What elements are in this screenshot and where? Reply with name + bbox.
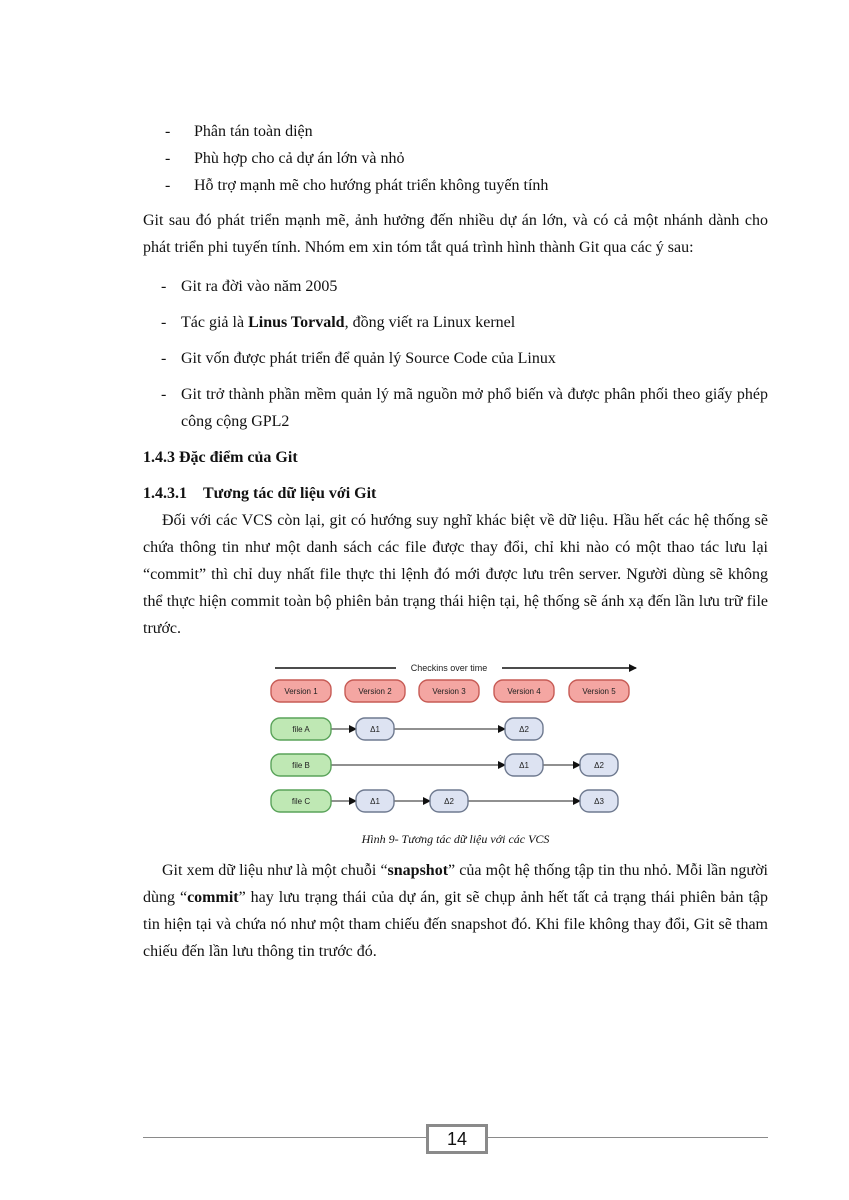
paragraph-text: ” hay lưu trạng thái của dự án, git sẽ chụp ảnh hết tất cả trạng thái phiên bản tập tin hiện tại và chứa nó như một tham chiếu đến snapshot đó. Khi file không thay đổi, Git sẽ tham chiếu đến lần lưu thông tin trước đó. bbox=[143, 889, 769, 960]
paragraph-text: Git xem dữ liệu như là một chuỗi “ bbox=[162, 862, 388, 879]
feature-list bbox=[143, 118, 768, 199]
section-title: Đặc điểm của Git bbox=[179, 449, 298, 466]
version-box-label: Version 2 bbox=[357, 687, 392, 696]
list-item bbox=[143, 309, 768, 336]
list-item: - Hỗ trợ mạnh mẽ cho hướng phát triển không tuyến tính bbox=[143, 172, 768, 199]
term-commit: commit bbox=[187, 889, 239, 906]
subsection-heading bbox=[143, 480, 768, 507]
timeline-label: Checkins over time bbox=[410, 663, 487, 673]
figure-caption: Hình 9- Tương tác dữ liệu với các VCS bbox=[361, 832, 550, 846]
subsection-title: Tương tác dữ liệu với Git bbox=[203, 485, 377, 502]
paragraph-text: ” của một hệ thống tập tin thu nhỏ. Mỗi lần người dùng “ bbox=[143, 862, 768, 906]
list-item: - Git vốn được phát triển để quản lý Source Code của Linux bbox=[143, 345, 768, 372]
page-number: 14 bbox=[426, 1124, 488, 1154]
section-number: 1.4.3 bbox=[143, 449, 175, 466]
delta-box-label: Δ2 bbox=[593, 761, 604, 770]
intro-paragraph: Git sau đó phát triển mạnh mẽ, ảnh hưởng đến nhiều dự án lớn, và có cả một nhánh dành cho phát triển phi tuyến tính. Nhóm em xin tóm tắt quá trình hình thành Git qua các ý sau: bbox=[143, 212, 768, 256]
author-name: Linus Torvald bbox=[248, 314, 345, 331]
delta-box-label: Δ1 bbox=[369, 797, 380, 806]
page-content bbox=[143, 118, 768, 965]
version-box-label: Version 1 bbox=[283, 687, 318, 696]
list-item: - Phù hợp cho cả dự án lớn và nhỏ bbox=[143, 145, 768, 172]
version-box-label: Version 3 bbox=[431, 687, 466, 696]
delta-box-label: Δ3 bbox=[593, 797, 604, 806]
delta-box-label: Δ2 bbox=[518, 725, 529, 734]
figure bbox=[143, 656, 768, 847]
file-box-label: file A bbox=[291, 725, 310, 734]
term-snapshot: snapshot bbox=[387, 862, 449, 879]
list-item-text: Tác giả là bbox=[181, 314, 249, 331]
version-box-label: Version 4 bbox=[506, 687, 541, 696]
list-item: - Phân tán toàn diện bbox=[143, 118, 768, 145]
list-item: - Git trở thành phần mềm quản lý mã nguồn mở phổ biến và được phân phối theo giấy phép công cộng GPL2 bbox=[143, 381, 768, 435]
delta-box-label: Δ1 bbox=[518, 761, 529, 770]
list-item-text: , đồng viết ra Linux kernel bbox=[344, 314, 516, 331]
version-box-label: Version 5 bbox=[581, 687, 616, 696]
list-item: - Git ra đời vào năm 2005 bbox=[143, 273, 768, 300]
vcs-diagram bbox=[270, 656, 642, 826]
page-footer bbox=[143, 1120, 768, 1154]
delta-box-label: Δ2 bbox=[443, 797, 454, 806]
file-box-label: file C bbox=[291, 797, 310, 806]
delta-box-label: Δ1 bbox=[369, 725, 380, 734]
subsection-number: 1.4.3.1 bbox=[143, 485, 187, 502]
section-heading bbox=[143, 444, 768, 471]
paragraph-vcs: Đối với các VCS còn lại, git có hướng suy nghĩ khác biệt về dữ liệu. Hầu hết các hệ thống sẽ chứa thông tin như một danh sách các file được thay đổi, chỉ khi nào có một thao tác lưu lại “commit” thì chỉ duy nhất file thực thi lệnh đó mới được lưu trên server. Người dùng sẽ không thể thực hiện commit toàn bộ phiên bản trạng thái hiện tại, hệ thống sẽ ánh xạ đến lần lưu trữ file trước. bbox=[143, 512, 768, 637]
file-box-label: file B bbox=[291, 761, 310, 770]
history-list bbox=[143, 273, 768, 435]
paragraph-snapshot bbox=[143, 857, 768, 965]
